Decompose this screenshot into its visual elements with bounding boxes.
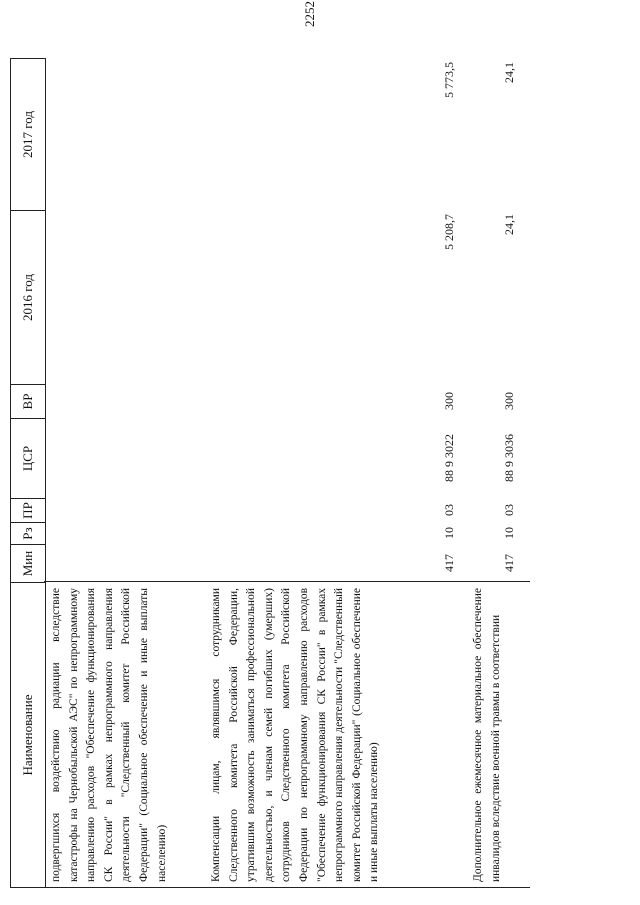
cell-2016: 5 208,7: [442, 214, 456, 250]
row-name: Компенсации лицам, являвшимся сотрудниками Следственного комитета Российской Федерации, утратившим возможность заниматься профессиональной деятельностью, и членам семей погибших (умерших) сотрудников Следственного комитета Российской Федерации по непрограммному направлению расходов "Обеспечение функционирования СК России" в рамках непрограммного направления деятельности "Следственный комитет Российской Федерации" (Социальное обеспечение и иные выплаты населению): [210, 588, 381, 882]
header-2016: 2016 год: [11, 210, 45, 384]
header-rz: Рз: [11, 522, 45, 544]
cell-csr: 88 9 3036: [502, 434, 516, 482]
header-vr: ВР: [11, 384, 45, 418]
cell-rz: 10: [442, 527, 456, 539]
table-header: [10, 58, 46, 888]
cell-min: 417: [442, 554, 456, 572]
budget-table: [10, 58, 530, 888]
cell-2017: 5 773,5: [442, 62, 456, 98]
header-min: Мин: [11, 544, 45, 582]
page-number: 2252: [302, 1, 317, 27]
table-frame: [10, 58, 530, 888]
cell-2017: 24,1: [502, 62, 516, 83]
cell-csr: 88 9 3022: [442, 434, 456, 482]
cell-min: 417: [502, 554, 516, 572]
cell-pr: 03: [502, 504, 516, 516]
cell-vr: 300: [442, 392, 456, 410]
row-name: подвергшихся воздействию радиации вследствие катастрофы на Чернобыльской АЭС" по непрограммному направлению расходов "Обеспечение функционирования СК России" в рамках непрограммного направления деятельности "Следственный комитет Российской Федерации" (Социальное обеспечение и иные выплаты населению): [50, 588, 168, 882]
header-pr: ПР: [11, 498, 45, 522]
cell-vr: 300: [502, 392, 516, 410]
row-name: Дополнительное ежемесячное материальное обеспечение инвалидов вследствие военной травмы в соответствии: [472, 588, 502, 882]
cell-2016: 24,1: [502, 214, 516, 235]
cell-pr: 03: [442, 504, 456, 516]
table-row: [48, 58, 198, 888]
table-row: [208, 58, 458, 888]
header-csr: ЦСР: [11, 418, 45, 498]
header-2017: 2017 год: [11, 58, 45, 210]
table-row: [470, 58, 530, 888]
header-name: Наименование: [11, 582, 45, 888]
cell-rz: 10: [502, 527, 516, 539]
